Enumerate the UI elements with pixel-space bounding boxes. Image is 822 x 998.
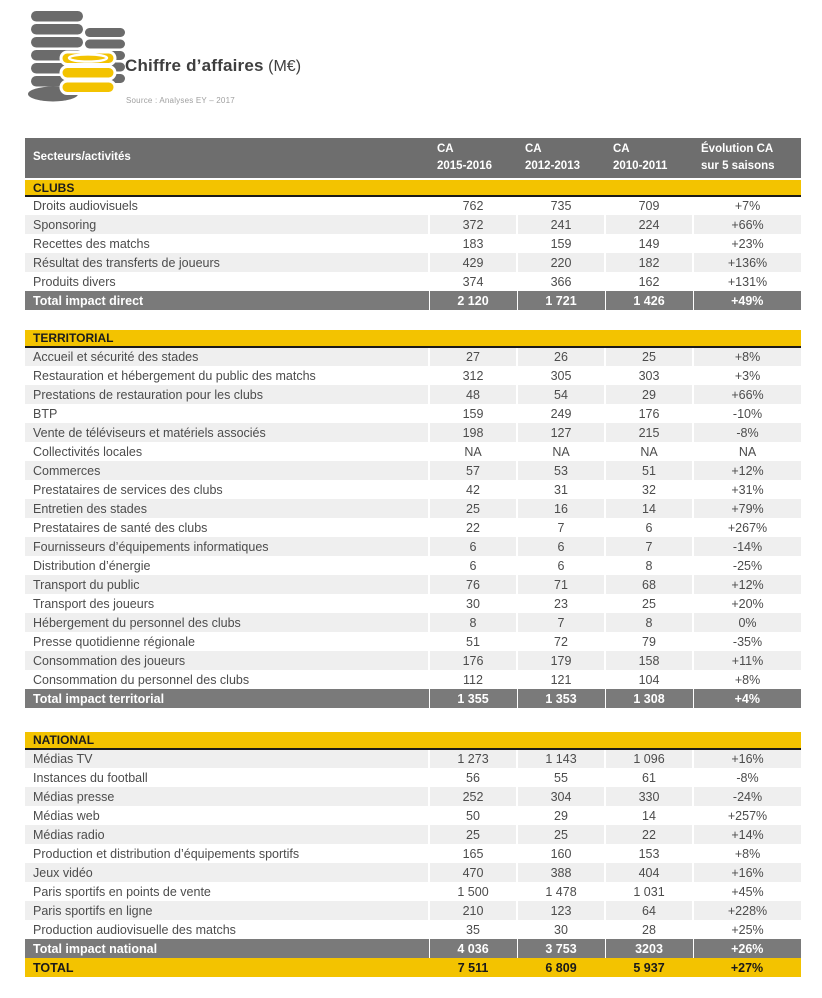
cell-value: 3 753: [517, 939, 605, 958]
cell-value: -8%: [693, 768, 801, 787]
column-header: CA 2010-2011: [605, 138, 693, 179]
row-label: Médias presse: [25, 787, 429, 806]
column-header: Secteurs/activités: [25, 138, 429, 179]
row-label: Distribution d’énergie: [33, 558, 151, 573]
cell-value: 176: [605, 404, 693, 423]
cell-value: 374: [429, 272, 517, 291]
source-text: Source : Analyses EY – 2017: [126, 96, 235, 105]
cell-value: 27: [429, 347, 517, 366]
table-header: [25, 138, 801, 179]
cell-value: 252: [429, 787, 517, 806]
cell-value: +7%: [693, 196, 801, 215]
row-label: Produits divers: [33, 274, 116, 289]
table-row: [25, 651, 801, 670]
cell-value: 182: [605, 253, 693, 272]
table-row: [25, 272, 801, 291]
cell-value: 1 355: [429, 689, 517, 708]
cell-value: 8: [429, 613, 517, 632]
cell-value: 79: [605, 632, 693, 651]
cell-value: NA: [429, 442, 517, 461]
column-header: CA 2012-2013: [517, 138, 605, 179]
row-label: Droits audiovisuels: [33, 199, 138, 214]
cell-value: 3203: [605, 939, 693, 958]
cell-value: +131%: [693, 272, 801, 291]
cell-value: 56: [429, 768, 517, 787]
cell-value: 32: [605, 480, 693, 499]
cell-value: 388: [517, 863, 605, 882]
cell-value: 121: [517, 670, 605, 689]
row-label: Vente de téléviseurs et matériels associés: [25, 423, 429, 442]
cell-value: 1 096: [605, 749, 693, 768]
table-row: [25, 825, 801, 844]
cell-value: 61: [605, 768, 693, 787]
cell-value: 50: [429, 806, 517, 825]
cell-value: 0%: [693, 613, 801, 632]
row-label: TOTAL: [25, 958, 429, 977]
column-header: Évolution CA sur 5 saisons: [693, 138, 801, 179]
row-label: Jeux vidéo: [25, 863, 429, 882]
cell-value: 4 036: [429, 939, 517, 958]
cell-value: 76: [429, 575, 517, 594]
cell-value: 1 031: [605, 882, 693, 901]
cell-value: 6: [517, 537, 605, 556]
row-label: Total impact national: [25, 939, 429, 958]
cell-value: +49%: [693, 291, 801, 310]
section-title: TERRITORIAL: [25, 330, 801, 347]
cell-value: 53: [517, 461, 605, 480]
cell-value: +3%: [693, 366, 801, 385]
cell-value: +23%: [693, 234, 801, 253]
cell-value: 30: [429, 594, 517, 613]
cell-value: 104: [605, 670, 693, 689]
cell-value: 22: [605, 825, 693, 844]
cell-value: 55: [517, 768, 605, 787]
row-label: Production et distribution d’équipements sportifs: [33, 846, 300, 861]
section-title: NATIONAL: [25, 732, 801, 749]
cell-value: 42: [429, 480, 517, 499]
cell-value: -25%: [693, 556, 801, 575]
table-row: [25, 670, 801, 689]
cell-value: 1 273: [429, 749, 517, 768]
cell-value: 241: [517, 215, 605, 234]
cell-value: 158: [605, 651, 693, 670]
cell-value: 1 478: [517, 882, 605, 901]
cell-value: 123: [517, 901, 605, 920]
table-row: [25, 385, 801, 404]
section-spacer: [25, 310, 801, 330]
table-row: [25, 366, 801, 385]
section-title: CLUBS: [25, 179, 801, 196]
cell-value: +20%: [693, 594, 801, 613]
cell-value: 183: [429, 234, 517, 253]
row-label: Entretien des stades: [25, 499, 429, 518]
cell-value: 25: [605, 347, 693, 366]
section-header-row: [25, 330, 801, 347]
table-row: [25, 863, 801, 882]
cell-value: +12%: [693, 575, 801, 594]
cell-value: +257%: [693, 806, 801, 825]
cell-value: +267%: [693, 518, 801, 537]
cell-value: +8%: [693, 844, 801, 863]
cell-value: +136%: [693, 253, 801, 272]
row-label: Transport des joueurs: [33, 596, 155, 611]
cell-value: 249: [517, 404, 605, 423]
page-title: [125, 56, 301, 76]
cell-value: 29: [517, 806, 605, 825]
cell-value: NA: [517, 442, 605, 461]
row-label: Hébergement du personnel des clubs: [25, 613, 429, 632]
section-total-row: [25, 689, 801, 708]
cell-value: -8%: [693, 423, 801, 442]
table-row: [25, 901, 801, 920]
cell-value: 1 353: [517, 689, 605, 708]
table-row: [25, 423, 801, 442]
cell-value: 26: [517, 347, 605, 366]
cell-value: 305: [517, 366, 605, 385]
section-header-row: [25, 179, 801, 196]
row-label: Total impact territorial: [25, 689, 429, 708]
table-row: [25, 787, 801, 806]
cell-value: 8: [605, 556, 693, 575]
section-spacer: [25, 708, 801, 732]
row-label: Transport du public: [25, 575, 429, 594]
cell-value: 224: [605, 215, 693, 234]
cell-value: NA: [605, 442, 693, 461]
cell-value: 54: [517, 385, 605, 404]
cell-value: 25: [517, 825, 605, 844]
row-label: Paris sportifs en points de vente: [33, 884, 211, 899]
cell-value: -14%: [693, 537, 801, 556]
cell-value: 7: [517, 518, 605, 537]
cell-value: 312: [429, 366, 517, 385]
cell-value: +31%: [693, 480, 801, 499]
cell-value: 68: [605, 575, 693, 594]
cell-value: 429: [429, 253, 517, 272]
revenue-table: [25, 138, 801, 977]
cell-value: +27%: [693, 958, 801, 977]
row-label: Paris sportifs en ligne: [25, 901, 429, 920]
cell-value: +66%: [693, 385, 801, 404]
cell-value: +11%: [693, 651, 801, 670]
cell-value: +12%: [693, 461, 801, 480]
cell-value: 153: [605, 844, 693, 863]
cell-value: +45%: [693, 882, 801, 901]
table-row: [25, 499, 801, 518]
cell-value: 16: [517, 499, 605, 518]
row-label: Médias web: [33, 808, 100, 823]
row-label: Médias TV: [25, 749, 429, 768]
cell-value: 366: [517, 272, 605, 291]
cell-value: 160: [517, 844, 605, 863]
cell-value: 198: [429, 423, 517, 442]
row-label: Total impact direct: [25, 291, 429, 310]
table-row: [25, 215, 801, 234]
cell-value: 372: [429, 215, 517, 234]
cell-value: 72: [517, 632, 605, 651]
cell-value: 210: [429, 901, 517, 920]
cell-value: 5 937: [605, 958, 693, 977]
table-row: [25, 768, 801, 787]
table-row: [25, 196, 801, 215]
cell-value: NA: [693, 442, 801, 461]
cell-value: +16%: [693, 749, 801, 768]
cell-value: 215: [605, 423, 693, 442]
cell-value: -10%: [693, 404, 801, 423]
coins-stack-icon: [25, 8, 125, 104]
cell-value: 57: [429, 461, 517, 480]
cell-value: 165: [429, 844, 517, 863]
cell-value: 22: [429, 518, 517, 537]
row-label: Prestations de restauration pour les clubs: [25, 385, 429, 404]
cell-value: 735: [517, 196, 605, 215]
cell-value: 14: [605, 499, 693, 518]
cell-value: 6: [517, 556, 605, 575]
cell-value: 179: [517, 651, 605, 670]
cell-value: 1 143: [517, 749, 605, 768]
cell-value: 35: [429, 920, 517, 939]
cell-value: +25%: [693, 920, 801, 939]
table-body: [25, 179, 801, 977]
cell-value: 25: [429, 825, 517, 844]
cell-value: +26%: [693, 939, 801, 958]
cell-value: 159: [429, 404, 517, 423]
cell-value: 470: [429, 863, 517, 882]
cell-value: 1 721: [517, 291, 605, 310]
cell-value: 6: [429, 537, 517, 556]
cell-value: 1 308: [605, 689, 693, 708]
cell-value: 304: [517, 787, 605, 806]
cell-value: +228%: [693, 901, 801, 920]
table-row: [25, 537, 801, 556]
cell-value: 7: [605, 537, 693, 556]
table-row: [25, 404, 801, 423]
table-row: [25, 882, 801, 901]
cell-value: 25: [605, 594, 693, 613]
cell-value: 2 120: [429, 291, 517, 310]
cell-value: 762: [429, 196, 517, 215]
row-label: Restauration et hébergement du public des matchs: [33, 368, 316, 383]
page-title-unit: (M€): [268, 58, 302, 75]
cell-value: 7: [517, 613, 605, 632]
cell-value: 6: [429, 556, 517, 575]
table-row: [25, 749, 801, 768]
cell-value: 25: [429, 499, 517, 518]
row-label: Prestataires de santé des clubs: [33, 520, 208, 535]
cell-value: 1 500: [429, 882, 517, 901]
cell-value: 51: [429, 632, 517, 651]
cell-value: 64: [605, 901, 693, 920]
cell-value: 31: [517, 480, 605, 499]
table-row: [25, 442, 801, 461]
cell-value: -35%: [693, 632, 801, 651]
page-header: [22, 6, 802, 116]
section-total-row: [25, 939, 801, 958]
grand-total-row: [25, 958, 801, 977]
cell-value: 28: [605, 920, 693, 939]
row-label: Collectivités locales: [33, 444, 143, 459]
cell-value: +16%: [693, 863, 801, 882]
row-label: Résultat des transferts de joueurs: [25, 253, 429, 272]
table-row: [25, 461, 801, 480]
cell-value: 220: [517, 253, 605, 272]
table-row: [25, 806, 801, 825]
cell-value: -24%: [693, 787, 801, 806]
row-label: Consommation du personnel des clubs: [33, 672, 250, 687]
cell-value: 8: [605, 613, 693, 632]
table-row: [25, 632, 801, 651]
row-label: Recettes des matchs: [33, 236, 150, 251]
cell-value: 149: [605, 234, 693, 253]
cell-value: 709: [605, 196, 693, 215]
column-header: CA 2015-2016: [429, 138, 517, 179]
table-row: [25, 556, 801, 575]
table-row: [25, 480, 801, 499]
cell-value: 176: [429, 651, 517, 670]
cell-value: 30: [517, 920, 605, 939]
section-header-row: [25, 732, 801, 749]
cell-value: +4%: [693, 689, 801, 708]
page-title-text: Chiffre d’affaires: [125, 56, 264, 75]
cell-value: 71: [517, 575, 605, 594]
cell-value: +79%: [693, 499, 801, 518]
cell-value: 159: [517, 234, 605, 253]
row-label: Accueil et sécurité des stades: [25, 347, 429, 366]
cell-value: 404: [605, 863, 693, 882]
table-row: [25, 347, 801, 366]
cell-value: 112: [429, 670, 517, 689]
row-label: BTP: [33, 406, 58, 421]
row-label: Médias radio: [25, 825, 429, 844]
cell-value: 162: [605, 272, 693, 291]
row-label: Prestataires de services des clubs: [33, 482, 223, 497]
cell-value: 6: [605, 518, 693, 537]
cell-value: +8%: [693, 347, 801, 366]
table-row: [25, 234, 801, 253]
cell-value: 48: [429, 385, 517, 404]
table-row: [25, 253, 801, 272]
row-label: Commerces: [25, 461, 429, 480]
row-label: Sponsoring: [25, 215, 429, 234]
cell-value: 51: [605, 461, 693, 480]
row-label: Production audiovisuelle des matchs: [33, 922, 236, 937]
section-total-row: [25, 291, 801, 310]
cell-value: 6 809: [517, 958, 605, 977]
cell-value: 7 511: [429, 958, 517, 977]
cell-value: +66%: [693, 215, 801, 234]
table-row: [25, 920, 801, 939]
cell-value: +8%: [693, 670, 801, 689]
row-label: Consommation des joueurs: [25, 651, 429, 670]
cell-value: 14: [605, 806, 693, 825]
cell-value: 330: [605, 787, 693, 806]
cell-value: 29: [605, 385, 693, 404]
cell-value: 1 426: [605, 291, 693, 310]
cell-value: +14%: [693, 825, 801, 844]
table-row: [25, 594, 801, 613]
row-label: Fournisseurs d’équipements informatiques: [25, 537, 429, 556]
cell-value: 303: [605, 366, 693, 385]
cell-value: 127: [517, 423, 605, 442]
table-header-row: [25, 138, 801, 179]
row-label: Instances du football: [33, 770, 148, 785]
table-row: [25, 575, 801, 594]
table-row: [25, 518, 801, 537]
cell-value: 23: [517, 594, 605, 613]
table-row: [25, 844, 801, 863]
table-row: [25, 613, 801, 632]
row-label: Presse quotidienne régionale: [33, 634, 195, 649]
